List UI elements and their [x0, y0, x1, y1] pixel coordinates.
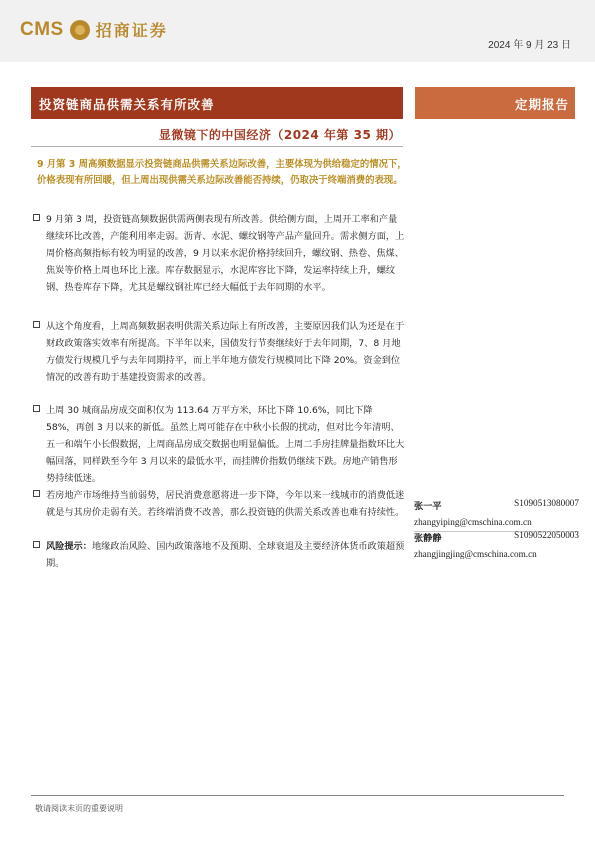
report-type-banner [415, 87, 575, 119]
author-block [414, 498, 579, 532]
author-email: zhangjingjing@cmschina.com.cn [414, 549, 537, 559]
report-title: 投资链商品供需关系有所改善 [39, 97, 215, 112]
author-block [414, 530, 579, 559]
report-date: 2024 年 9 月 23 日 [488, 40, 571, 51]
footer-disclaimer-note: 敬请阅读末页的重要说明 [35, 804, 123, 813]
bullet-point [33, 318, 405, 386]
logo-cms-text: CMS [20, 18, 64, 40]
bullet-point [33, 487, 405, 521]
report-type-label: 定期报告 [514, 97, 569, 112]
author-certificate-code: S1090522050003 [514, 530, 579, 540]
bullet-square-icon [33, 214, 40, 221]
bullet-text: 上周 30 城商品房成交面积仅为 113.64 万平方米，环比下降 10.6%，同比下降 58%，再创 3 月以来的新低。虽然上周可能存在中秋小长假的扰动，但对比今年清明、五一和端午小长假数据，上周商品房成交数据也明显偏低。上周二手房挂牌量指数环比大幅回落，同样跌至今年 3 月以来的最低水平，而挂牌价指数仍继续下跌。房地产销售形势持续低迷。 [46, 405, 405, 484]
bullet-text: 若房地产市场维持当前弱势，居民消费意愿将进一步下降，今年以来一线城市的消费低迷就是与其房价走弱有关。若终端消费不改善，那么投资链的供需关系改善也难有持续性。 [46, 490, 405, 518]
subtitle-divider [31, 146, 403, 147]
company-logo [20, 18, 168, 41]
bullet-square-icon [33, 541, 40, 548]
footer-divider [31, 795, 564, 796]
title-banner [31, 87, 403, 119]
risk-warning [33, 538, 405, 572]
logo-company-name: 招商证券 [95, 21, 168, 40]
bullet-point [33, 211, 405, 296]
bullet-text: 9 月第 3 周，投资链高频数据供需两侧表现有所改善。供给侧方面，上周开工率和产量继续环比改善，产能利用率走弱。沥青、水泥、螺纹钢等产品产量回升。需求侧方面，上周价格高频指标有较为明显的改善，9 月以来水泥价格持续回升，螺纹钢、热卷、焦煤、焦炭等价格上周也环比上涨。库存数据显示，水泥库容比下降，发运率持续上升，螺纹钢、热卷库存下降，尤其是螺纹钢社库已经大幅低于去年同期的水平。 [46, 214, 405, 293]
author-certificate-code: S1090513080007 [514, 498, 579, 508]
risk-warning-text: 地缘政治风险、国内政策落地不及预期、全球衰退及主要经济体货币政策超预期。 [46, 541, 405, 569]
report-subtitle: 显微镜下的中国经济（2024 年第 35 期） [158, 128, 401, 142]
summary-paragraph: 9 月第 3 周高频数据显示投资链商品供需关系边际改善，主要体现为供给稳定的情况下，价格表现有所回暖，但上周出现供需关系边际改善能否持续，仍取决于终端消费的表现。 [37, 159, 407, 186]
bullet-square-icon [33, 405, 40, 412]
author-email: zhangyiping@cmschina.com.cn [414, 517, 532, 527]
risk-warning-label: 风险提示： [46, 541, 92, 552]
bullet-square-icon [33, 490, 40, 497]
bullet-square-icon [33, 321, 40, 328]
bullet-point [33, 402, 405, 487]
bullet-text: 从这个角度看，上周高频数据表明供需关系边际上有所改善，主要原因我们认为还是在于财政政策落实效率有所提高。下半年以来，国债发行节奏继续好于去年同期，7、8 月地方债发行规模几乎与去年同期持平，而上半年地方债发行规模同比下降 20%。资金到位情况的改善有助于基建投资需求的改善。 [46, 321, 405, 383]
page-header [0, 0, 595, 62]
author-name: 张一平 [414, 501, 442, 512]
author-name: 张静静 [414, 533, 442, 544]
logo-emblem-icon [70, 20, 90, 40]
